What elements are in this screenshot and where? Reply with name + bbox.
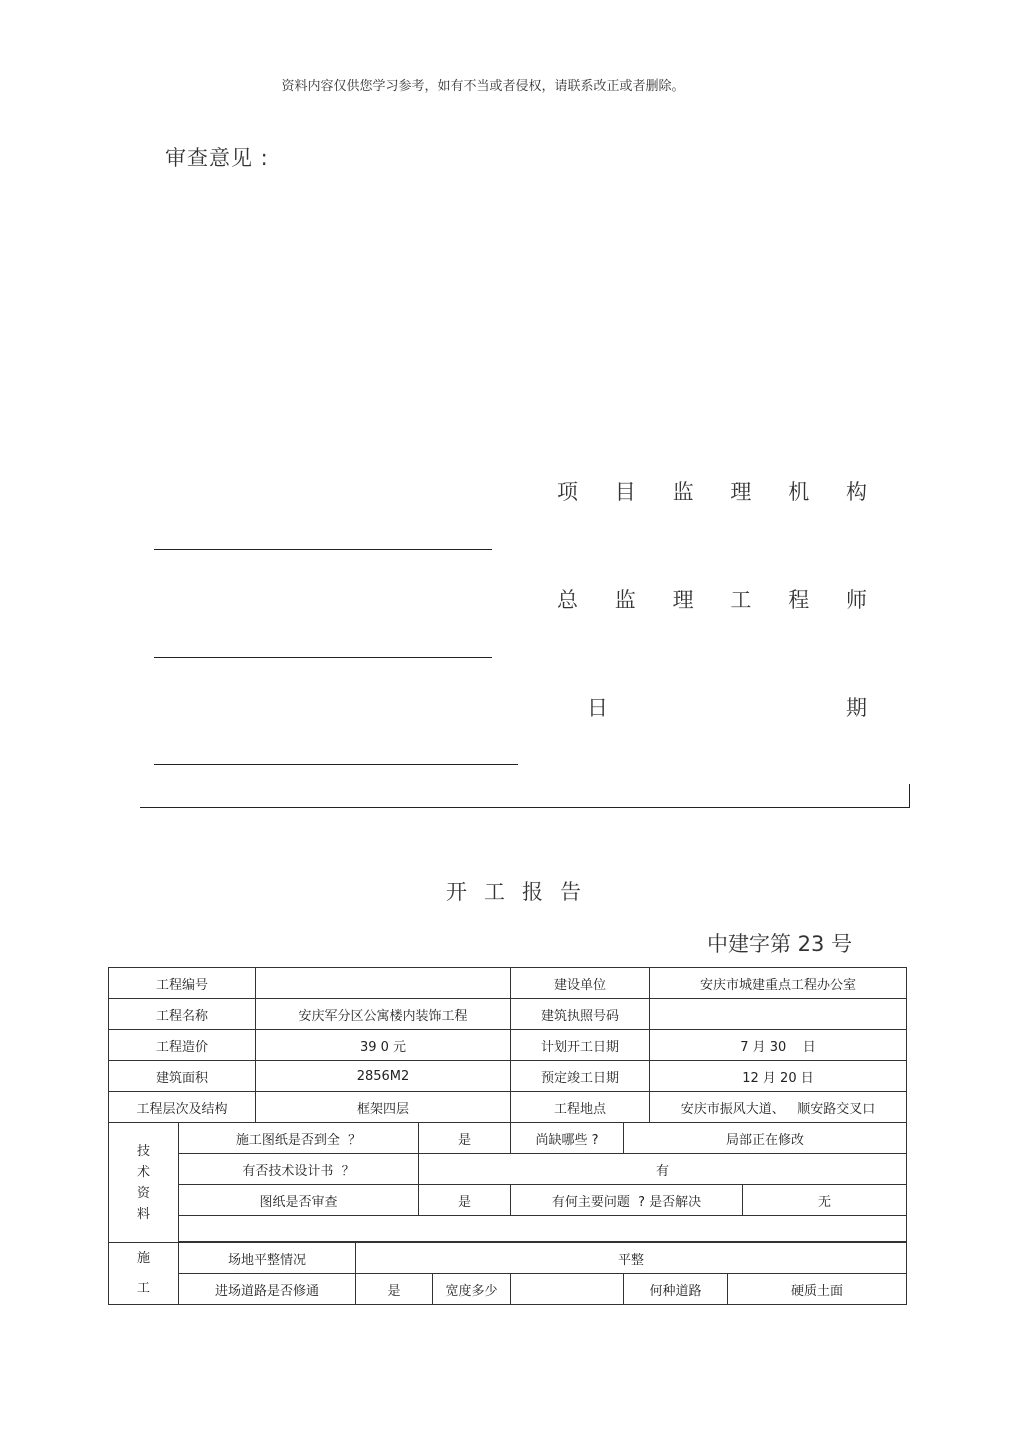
label-char: 监 <box>672 480 694 504</box>
value-project-location: 安庆市振风大道、 顺安路交叉口 <box>650 1092 906 1123</box>
engineer-signature-line <box>154 657 492 658</box>
a-drawings-reviewed: 是 <box>419 1185 511 1216</box>
label-building-area: 建筑面积 <box>109 1061 256 1092</box>
value-building-permit <box>650 999 906 1030</box>
title-char: 开 <box>446 880 467 904</box>
agency-signature-line <box>154 549 492 550</box>
label-char: 监 <box>614 588 636 612</box>
label-char: 施 <box>136 1250 150 1266</box>
q-road-width: 宽度多少 <box>433 1274 511 1304</box>
chief-engineer-label <box>557 584 867 614</box>
value-planned-start: 7 月 30 日 <box>650 1030 906 1061</box>
label-char: 理 <box>730 480 752 504</box>
label-char: 构 <box>845 480 867 504</box>
label-char: 日 <box>587 696 608 720</box>
label-char: 目 <box>614 480 636 504</box>
value-project-cost: 39 0 元 <box>256 1030 511 1061</box>
title-char: 报 <box>522 880 543 904</box>
label-planned-start: 计划开工日期 <box>511 1030 650 1061</box>
document-number: 中建字第 23 号 <box>707 932 853 956</box>
label-building-permit: 建筑执照号码 <box>511 999 650 1030</box>
review-opinion-label: 审查意见 : <box>165 146 269 170</box>
label-project-name: 工程名称 <box>109 999 256 1030</box>
value-project-name: 安庆军分区公寓楼内装饰工程 <box>256 999 511 1030</box>
q-drawings-reviewed: 图纸是否审查 <box>179 1185 419 1216</box>
section-bottom-border <box>140 807 910 808</box>
a-site-leveling: 平整 <box>356 1243 906 1274</box>
label-project-cost: 工程造价 <box>109 1030 256 1061</box>
title-char: 告 <box>560 880 581 904</box>
q-technical-design: 有否技术设计书 ？ <box>179 1154 419 1185</box>
a-drawings-complete: 是 <box>419 1123 511 1154</box>
report-title <box>446 876 598 906</box>
supervision-agency-label <box>557 476 867 506</box>
q-main-issues: 有何主要问题 ? 是否解决 <box>511 1185 743 1216</box>
label-char: 总 <box>557 588 578 612</box>
value-building-area: 2856M2 <box>256 1061 511 1092</box>
a-road-width <box>511 1274 624 1304</box>
label-char: 师 <box>845 588 867 612</box>
tech-extra-row <box>179 1216 906 1243</box>
label-technical-docs <box>109 1123 179 1243</box>
date-signature-line <box>154 764 518 765</box>
label-project-location: 工程地点 <box>511 1092 650 1123</box>
disclaimer-notice: 资料内容仅供您学习参考，如有不当或者侵权，请联系改正或者删除。 <box>281 79 685 94</box>
label-char: 期 <box>846 696 867 720</box>
label-floors-structure: 工程层次及结构 <box>109 1092 256 1123</box>
label-char: 料 <box>136 1206 150 1222</box>
label-char: 程 <box>788 588 810 612</box>
q-drawings-complete: 施工图纸是否到全 ？ <box>179 1123 419 1154</box>
label-project-number: 工程编号 <box>109 968 256 999</box>
date-label <box>587 692 867 722</box>
value-planned-completion: 12 月 20 日 <box>650 1061 906 1092</box>
value-floors-structure: 框架四层 <box>256 1092 511 1123</box>
label-construction-unit: 建设单位 <box>511 968 650 999</box>
a-road-type: 硬质土面 <box>790 1283 843 1299</box>
label-char: 技 <box>136 1143 150 1159</box>
a-access-road: 是 <box>356 1274 433 1304</box>
title-char: 工 <box>484 880 505 904</box>
value-project-number <box>256 968 511 999</box>
label-char: 机 <box>788 480 810 504</box>
a-missing-items: 局部正在修改 <box>624 1123 906 1154</box>
q-site-leveling: 场地平整情况 <box>179 1243 356 1274</box>
value-construction-unit: 安庆市城建重点工程办公室 <box>650 968 906 999</box>
label-char: 工 <box>730 588 752 612</box>
a-technical-design: 有 <box>419 1154 906 1185</box>
label-char: 资 <box>136 1185 150 1201</box>
label-char: 术 <box>136 1164 150 1180</box>
label-planned-completion: 预定竣工日期 <box>511 1061 650 1092</box>
start-work-report-table <box>108 967 907 1305</box>
a-main-issues: 无 <box>743 1185 906 1216</box>
label-construction <box>109 1243 179 1304</box>
q-road-type: 何种道路 <box>624 1274 728 1304</box>
section-right-border <box>909 784 910 808</box>
q-access-road: 进场道路是否修通 <box>179 1274 356 1304</box>
label-char: 理 <box>672 588 694 612</box>
q-missing-items: 尚缺哪些 ? <box>511 1123 624 1154</box>
label-char: 工 <box>136 1280 150 1296</box>
label-char: 项 <box>557 480 578 504</box>
